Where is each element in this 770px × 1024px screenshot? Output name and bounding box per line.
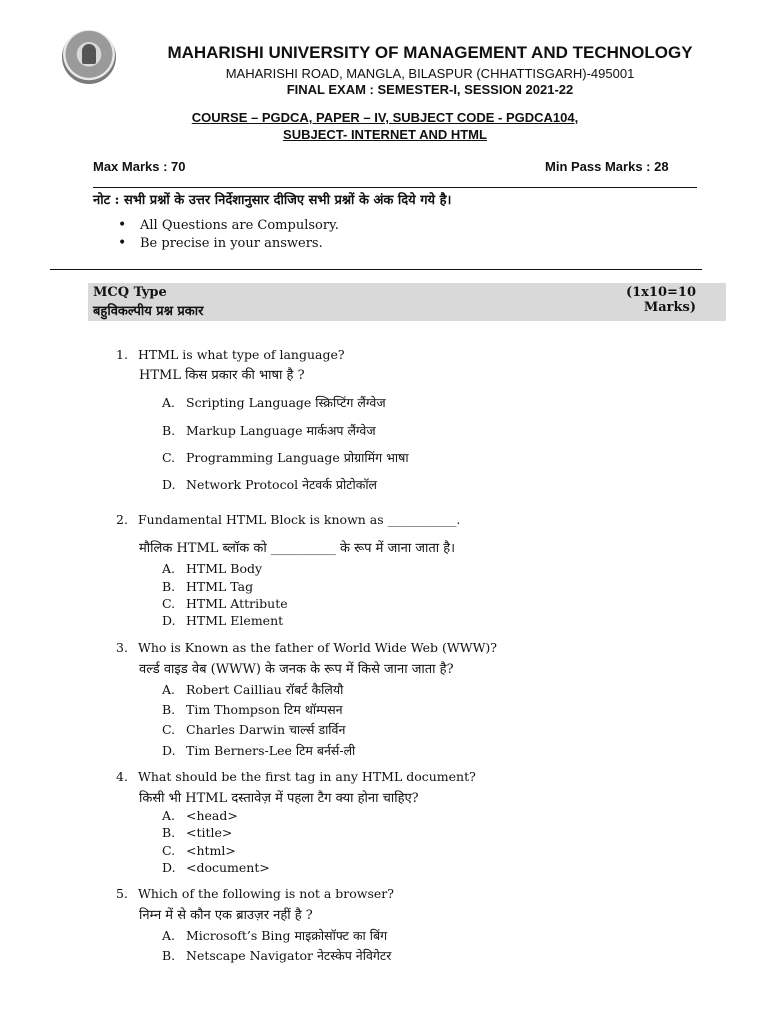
option: D. Tim Berners-Lee टिम बर्नर्स-ली bbox=[162, 743, 356, 758]
university-address: MAHARISHI ROAD, MANGLA, BILASPUR (CHHATTISGARH)-495001 bbox=[225, 66, 635, 81]
option: C. <html> bbox=[162, 843, 236, 858]
instruction-item: • Be precise in your answers. bbox=[118, 236, 339, 254]
option: B. Tim Thompson टिम थॉम्पसन bbox=[162, 702, 343, 717]
university-logo bbox=[62, 30, 116, 84]
option: A. HTML Body bbox=[162, 561, 263, 576]
question-text-hindi: किसी भी HTML दस्तावेज़ में पहला टैग क्या होना चाहिए? bbox=[139, 791, 419, 806]
instruction-item: • All Questions are Compulsory. bbox=[118, 218, 339, 236]
section-title: MCQ Type bbox=[93, 285, 167, 300]
section-marks: (1x10=10 Marks) bbox=[625, 285, 696, 315]
question-text: 2. Fundamental HTML Block is known as ___________. bbox=[116, 512, 461, 527]
question-text: 3. Who is Known as the father of World Wide Web (WWW)? bbox=[116, 640, 498, 655]
question-text-hindi: वर्ल्ड वाइड वेब (WWW) के जनक के रूप में किसे जाना जाता है? bbox=[139, 662, 454, 677]
option: A. Microsoft’s Bing माइक्रोसॉफ्ट का बिंग bbox=[162, 928, 388, 943]
divider bbox=[50, 269, 702, 270]
option: A. <head> bbox=[162, 808, 238, 823]
section-title-hindi: बहुविकल्पीय प्रश्न प्रकार bbox=[93, 304, 204, 319]
max-marks: Max Marks : 70 bbox=[93, 159, 186, 174]
option: B. HTML Tag bbox=[162, 579, 254, 594]
min-pass-marks: Min Pass Marks : 28 bbox=[545, 159, 669, 174]
exam-title: FINAL EXAM : SEMESTER-I, SESSION 2021-22 bbox=[286, 82, 574, 97]
question-text-hindi: HTML किस प्रकार की भाषा है ? bbox=[139, 368, 305, 383]
option: C. HTML Attribute bbox=[162, 596, 288, 611]
option: D. <document> bbox=[162, 860, 270, 875]
option: C. Charles Darwin चार्ल्स डार्विन bbox=[162, 722, 346, 737]
question-text-hindi: मौलिक HTML ब्लॉक को __________ के रूप में जाना जाता है। bbox=[139, 541, 456, 556]
instructions-list bbox=[118, 218, 339, 254]
option: A. Robert Cailliau रॉबर्ट कैलियौ bbox=[162, 682, 344, 697]
question-text: 5. Which of the following is not a browser? bbox=[116, 886, 394, 901]
subject-line: SUBJECT- INTERNET AND HTML bbox=[283, 127, 487, 142]
question-text-hindi: निम्न में से कौन एक ब्राउज़र नहीं है ? bbox=[139, 908, 313, 923]
option: A. Scripting Language स्क्रिप्टिंग लैंग्वेज bbox=[162, 395, 386, 410]
option: D. Network Protocol नेटवर्क प्रोटोकॉल bbox=[162, 477, 378, 492]
question-text: 4. What should be the first tag in any HTML document? bbox=[116, 769, 476, 784]
option: B. <title> bbox=[162, 825, 233, 840]
option: D. HTML Element bbox=[162, 613, 284, 628]
question-text: 1. HTML is what type of language? bbox=[116, 347, 345, 362]
option: B. Markup Language मार्कअप लैंग्वेज bbox=[162, 423, 376, 438]
course-line: COURSE – PGDCA, PAPER – IV, SUBJECT CODE - PGDCA104, bbox=[191, 110, 579, 125]
hindi-note: नोट : सभी प्रश्नों के उत्तर निर्देशानुसार दीजिए सभी प्रश्नों के अंक दिये गये है। bbox=[93, 193, 452, 208]
university-name: MAHARISHI UNIVERSITY OF MANAGEMENT AND TECHNOLOGY bbox=[167, 43, 693, 62]
option: B. Netscape Navigator नेटस्केप नेविगेटर bbox=[162, 948, 392, 963]
divider bbox=[93, 187, 697, 188]
option: C. Programming Language प्रोग्रामिंग भाषा bbox=[162, 450, 409, 465]
